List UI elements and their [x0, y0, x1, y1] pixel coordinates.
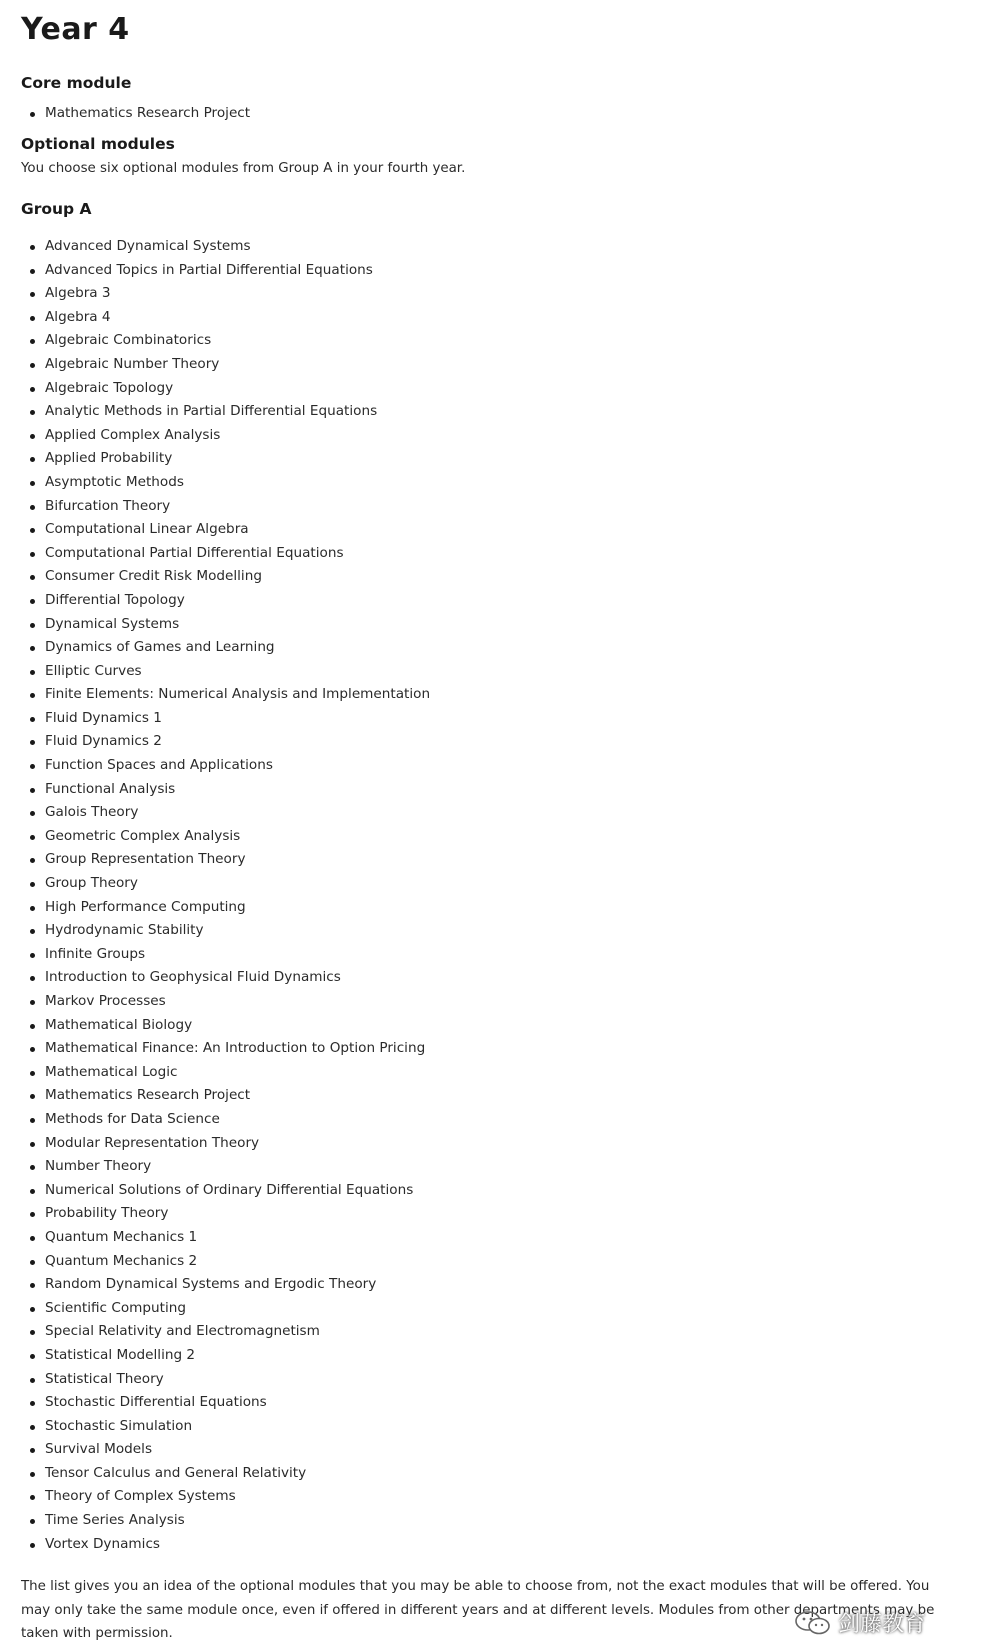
module-list-item: Vortex Dynamics [21, 1533, 430, 1557]
module-list-item: Statistical Theory [21, 1368, 430, 1392]
group-a-heading: Group A [21, 200, 92, 218]
module-list-item: Statistical Modelling 2 [21, 1344, 430, 1368]
module-list-item: Mathematical Biology [21, 1014, 430, 1038]
module-list-item: Quantum Mechanics 2 [21, 1250, 430, 1274]
optional-modules-intro: You choose six optional modules from Group A in your fourth year. [21, 161, 466, 176]
module-list-item: Survival Models [21, 1438, 430, 1462]
module-list-item: Function Spaces and Applications [21, 754, 430, 778]
module-list-item: Computational Partial Differential Equations [21, 542, 430, 566]
module-list-item: Algebraic Topology [21, 377, 430, 401]
module-list-item: Random Dynamical Systems and Ergodic Theory [21, 1273, 430, 1297]
module-list-item: Mathematical Logic [21, 1061, 430, 1085]
module-list-item: Consumer Credit Risk Modelling [21, 565, 430, 589]
module-list-item: Methods for Data Science [21, 1108, 430, 1132]
module-list-item: Applied Probability [21, 447, 430, 471]
core-module-heading: Core module [21, 74, 132, 92]
module-list-item: Finite Elements: Numerical Analysis and Implementation [21, 683, 430, 707]
module-list-item: Algebra 3 [21, 282, 430, 306]
module-list-item: Algebra 4 [21, 306, 430, 330]
module-list-item: Quantum Mechanics 1 [21, 1226, 430, 1250]
module-list-item: Special Relativity and Electromagnetism [21, 1320, 430, 1344]
module-list-item: Dynamical Systems [21, 613, 430, 637]
module-list-item: Geometric Complex Analysis [21, 825, 430, 849]
page-title: Year 4 [21, 12, 130, 47]
footer-note: The list gives you an idea of the optional modules that you may be able to choose from, not the exact modules that will be offered. You may only take the same module once, even if offered in different years and at different levels. Modules from other departments may be taken with permission. [21, 1579, 935, 1641]
module-list-item: Modular Representation Theory [21, 1132, 430, 1156]
module-list-item: Tensor Calculus and General Relativity [21, 1462, 430, 1486]
module-list-item: Advanced Dynamical Systems [21, 235, 430, 259]
module-list-item: Probability Theory [21, 1202, 430, 1226]
module-list-item: Mathematics Research Project [21, 1084, 430, 1108]
module-list-item: Scientific Computing [21, 1297, 430, 1321]
module-list-item: Algebraic Combinatorics [21, 329, 430, 353]
module-list-item: Group Representation Theory [21, 848, 430, 872]
module-list-item: Analytic Methods in Partial Differential Equations [21, 400, 430, 424]
module-list-item: Bifurcation Theory [21, 495, 430, 519]
module-list-item: Number Theory [21, 1155, 430, 1179]
module-list-item: Fluid Dynamics 2 [21, 730, 430, 754]
module-list-item: Group Theory [21, 872, 430, 896]
optional-modules-heading: Optional modules [21, 135, 175, 153]
module-list-item: Functional Analysis [21, 778, 430, 802]
module-list-item: Stochastic Differential Equations [21, 1391, 430, 1415]
module-list-item: Computational Linear Algebra [21, 518, 430, 542]
module-list-item: Elliptic Curves [21, 660, 430, 684]
module-list-item: High Performance Computing [21, 896, 430, 920]
module-list-item: Mathematical Finance: An Introduction to Option Pricing [21, 1037, 430, 1061]
module-list-item: Mathematics Research Project [21, 102, 250, 126]
module-list-item: Asymptotic Methods [21, 471, 430, 495]
module-list-item: Fluid Dynamics 1 [21, 707, 430, 731]
module-list-item: Theory of Complex Systems [21, 1485, 430, 1509]
module-list-item: Hydrodynamic Stability [21, 919, 430, 943]
module-list-item: Infinite Groups [21, 943, 430, 967]
module-list-item: Markov Processes [21, 990, 430, 1014]
core-module-list [21, 102, 250, 126]
group-a-module-list [21, 235, 430, 1556]
module-list-item: Differential Topology [21, 589, 430, 613]
module-list-item: Dynamics of Games and Learning [21, 636, 430, 660]
module-list-item: Stochastic Simulation [21, 1415, 430, 1439]
module-list-item: Introduction to Geophysical Fluid Dynamics [21, 966, 430, 990]
module-list-item: Applied Complex Analysis [21, 424, 430, 448]
module-list-item: Advanced Topics in Partial Differential Equations [21, 259, 430, 283]
module-list-item: Galois Theory [21, 801, 430, 825]
watermark-text: 剑藤教育 [837, 1612, 926, 1637]
module-list-item: Time Series Analysis [21, 1509, 430, 1533]
module-list-item: Numerical Solutions of Ordinary Differential Equations [21, 1179, 430, 1203]
module-list-item: Algebraic Number Theory [21, 353, 430, 377]
